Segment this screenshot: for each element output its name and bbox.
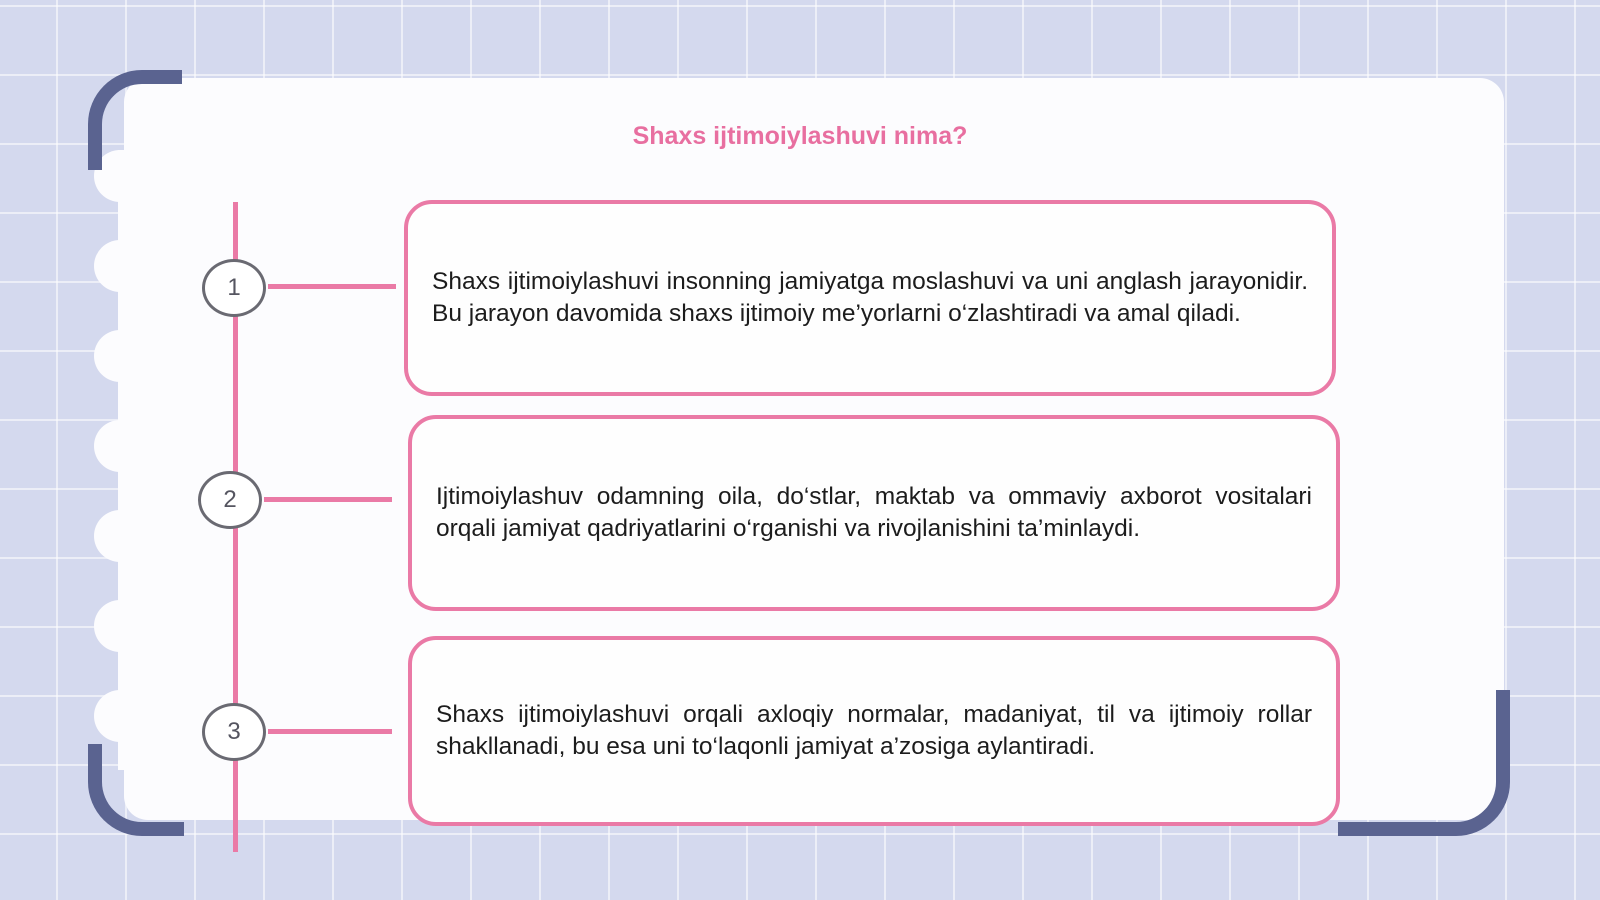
info-card-3	[408, 636, 1340, 826]
timeline-connector-2	[264, 497, 392, 502]
sheet-scallop	[94, 510, 126, 562]
timeline-connector-3	[268, 729, 392, 734]
info-card-text: Shaxs ijtimoiylashuvi insonning jamiyatga moslashuvi va uni anglash jarayonidir. Bu jarayon davomida shaxs ijtimoiy me’yorlarni o‘zlashtiradi va amal qiladi.	[432, 268, 1308, 327]
slide-title: Shaxs ijtimoiylashuvi nima?	[632, 122, 968, 150]
info-card-1	[404, 200, 1336, 396]
corner-bracket-bottom-left	[88, 744, 184, 836]
timeline-marker-1: 1	[202, 259, 266, 317]
timeline-marker-2: 2	[198, 471, 262, 529]
sheet-scallop	[94, 420, 126, 472]
corner-bracket-bottom-right	[1338, 690, 1510, 836]
sheet-scallop	[94, 690, 126, 742]
timeline-connector-1	[268, 284, 396, 289]
info-card-text: Shaxs ijtimoiylashuvi orqali axloqiy normalar, madaniyat, til va ijtimoiy rollar shakllanadi, bu esa uni to‘laqonli jamiyat a’zosiga aylantiradi.	[436, 701, 1312, 760]
corner-bracket-top-left	[88, 70, 182, 170]
sheet-scallop	[94, 600, 126, 652]
timeline-marker-3: 3	[202, 703, 266, 761]
info-card-text: Ijtimoiylashuv odamning oila, do‘stlar, maktab va ommaviy axborot vositalari orqali jamiyat qadriyatlarini o‘rganishi va rivojlanishini ta’minlaydi.	[436, 483, 1312, 542]
info-card-2	[408, 415, 1340, 611]
sheet-scallop	[94, 330, 126, 382]
sheet-scallop	[94, 240, 126, 292]
